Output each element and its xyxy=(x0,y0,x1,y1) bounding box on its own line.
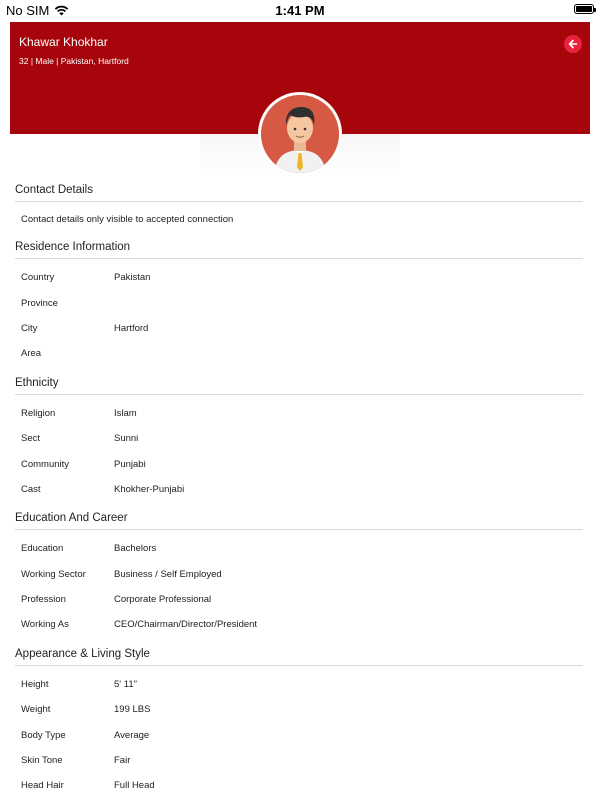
detail-value: Fair xyxy=(114,755,131,767)
ethnicity-section xyxy=(15,371,583,503)
detail-row xyxy=(15,265,583,290)
detail-value: CEO/Chairman/Director/President xyxy=(114,619,258,631)
residence-section xyxy=(15,235,583,367)
detail-value: Business / Self Employed xyxy=(114,568,222,580)
detail-label: Working Sector xyxy=(21,568,86,580)
detail-label: Working As xyxy=(21,619,69,631)
detail-value: Hartford xyxy=(114,322,149,334)
detail-value: Punjabi xyxy=(114,458,146,470)
back-button[interactable] xyxy=(564,35,582,53)
detail-label: Community xyxy=(21,458,70,470)
profile-meta: 32 | Male | Pakistan, Hartford xyxy=(19,56,129,66)
detail-row xyxy=(15,316,583,341)
arrow-left-icon xyxy=(568,39,578,49)
detail-value: Sunni xyxy=(114,433,139,445)
detail-label: Cast xyxy=(21,483,41,495)
detail-row xyxy=(15,748,583,773)
detail-row xyxy=(15,426,583,451)
detail-label: Skin Tone xyxy=(21,755,63,767)
contact-section xyxy=(15,178,583,235)
detail-row xyxy=(15,290,583,315)
detail-row xyxy=(15,477,583,502)
detail-value: Corporate Professional xyxy=(114,594,212,606)
carrier-label: No SIM xyxy=(6,3,50,18)
detail-row xyxy=(15,451,583,476)
detail-label: Height xyxy=(21,678,49,690)
section-title: Contact Details xyxy=(15,178,583,202)
detail-label: Head Hair xyxy=(21,780,64,792)
detail-label: Weight xyxy=(21,704,51,716)
detail-value: 199 LBS xyxy=(114,704,151,716)
detail-value: Average xyxy=(114,729,150,741)
detail-value: Islam xyxy=(114,407,137,419)
profile-name: Khawar Khokhar xyxy=(19,35,108,49)
detail-row xyxy=(15,401,583,426)
section-title: Appearance & Living Style xyxy=(15,642,583,666)
detail-value: 5' 11" xyxy=(114,678,137,690)
detail-row xyxy=(15,672,583,697)
detail-label: Country xyxy=(21,272,55,284)
detail-value: Khokher-Punjabi xyxy=(114,483,185,495)
detail-value: Full Head xyxy=(114,780,155,792)
detail-row xyxy=(15,587,583,612)
detail-row xyxy=(15,697,583,722)
detail-label: Body Type xyxy=(21,729,66,741)
detail-label: Profession xyxy=(21,594,66,606)
person-icon xyxy=(261,95,339,173)
section-title: Residence Information xyxy=(15,235,583,259)
detail-row xyxy=(15,612,583,637)
detail-label: Province xyxy=(21,297,58,309)
detail-label: Education xyxy=(21,543,64,555)
profile-details xyxy=(15,178,583,799)
status-time: 1:41 PM xyxy=(275,3,325,18)
detail-label: City xyxy=(21,322,38,334)
battery-icon xyxy=(574,4,594,14)
section-title: Education And Career xyxy=(15,506,583,530)
detail-label: Sect xyxy=(21,433,41,445)
detail-label: Religion xyxy=(21,407,56,419)
detail-row xyxy=(15,722,583,747)
section-title: Ethnicity xyxy=(15,371,583,395)
status-bar xyxy=(0,0,600,22)
contact-note: Contact details only visible to accepted connection xyxy=(21,214,234,225)
appearance-section xyxy=(15,642,583,799)
detail-value: Pakistan xyxy=(114,272,151,284)
detail-label: Area xyxy=(21,348,42,360)
detail-row xyxy=(15,773,583,798)
detail-row xyxy=(15,341,583,366)
avatar[interactable] xyxy=(261,95,339,173)
education-section xyxy=(15,506,583,638)
detail-row xyxy=(15,536,583,561)
detail-value: Bachelors xyxy=(114,543,157,555)
detail-row xyxy=(15,562,583,587)
